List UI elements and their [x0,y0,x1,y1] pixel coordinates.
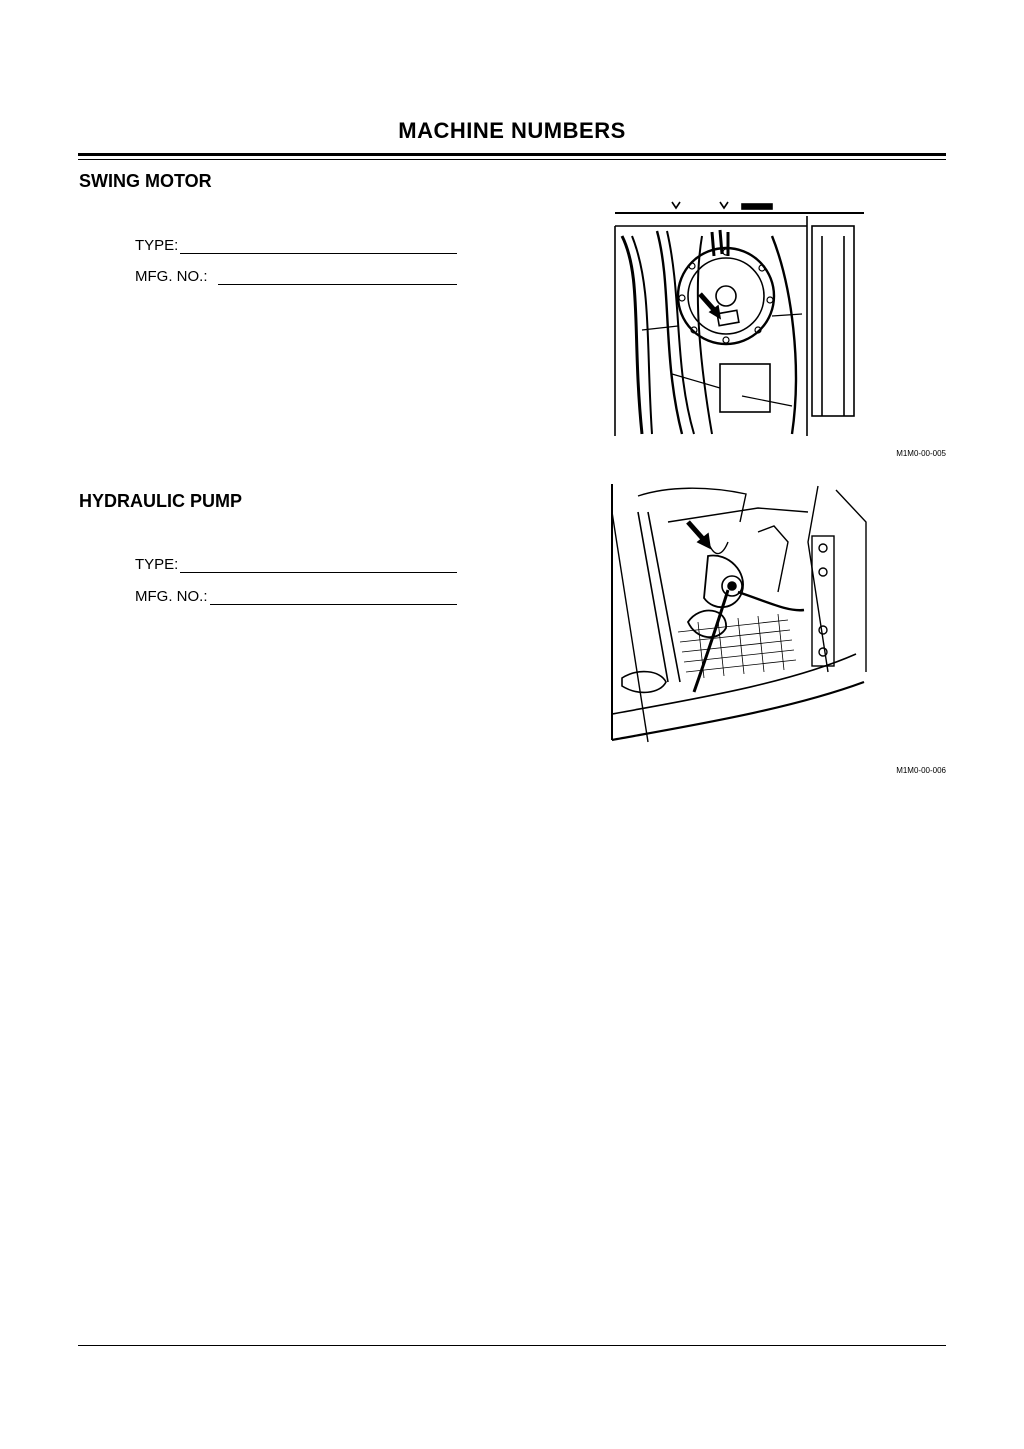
swing-motor-type-blank[interactable] [180,239,457,254]
swing-motor-type-field[interactable] [135,234,457,254]
footer-rule [78,1345,946,1346]
page-title: MACHINE NUMBERS [398,118,626,143]
swing-motor-mfg-blank[interactable] [218,270,457,285]
swing-motor-mfg-label: MFG. NO.: [135,268,216,285]
hydraulic-pump-figure [608,482,870,744]
hydraulic-pump-mfg-blank[interactable] [210,590,458,605]
hydraulic-pump-mfg-field[interactable] [135,585,457,605]
swing-motor-mfg-field[interactable] [135,265,457,285]
hydraulic-pump-type-blank[interactable] [180,558,457,573]
hydraulic-pump-figure-caption: M1M0-00-006 [896,766,946,775]
swing-motor-type-label: TYPE: [135,237,179,254]
hydraulic-pump-type-field[interactable] [135,553,457,573]
swing-motor-figure [612,196,866,438]
title-rule-thick [78,153,946,156]
swing-motor-figure-caption: M1M0-00-005 [896,449,946,458]
hydraulic-pump-mfg-label: MFG. NO.: [135,588,208,605]
hydraulic-pump-heading: HYDRAULIC PUMP [79,491,243,511]
hydraulic-pump-type-label: TYPE: [135,556,179,573]
swing-motor-heading: SWING MOTOR [79,171,212,191]
title-rule-thin [78,159,946,160]
